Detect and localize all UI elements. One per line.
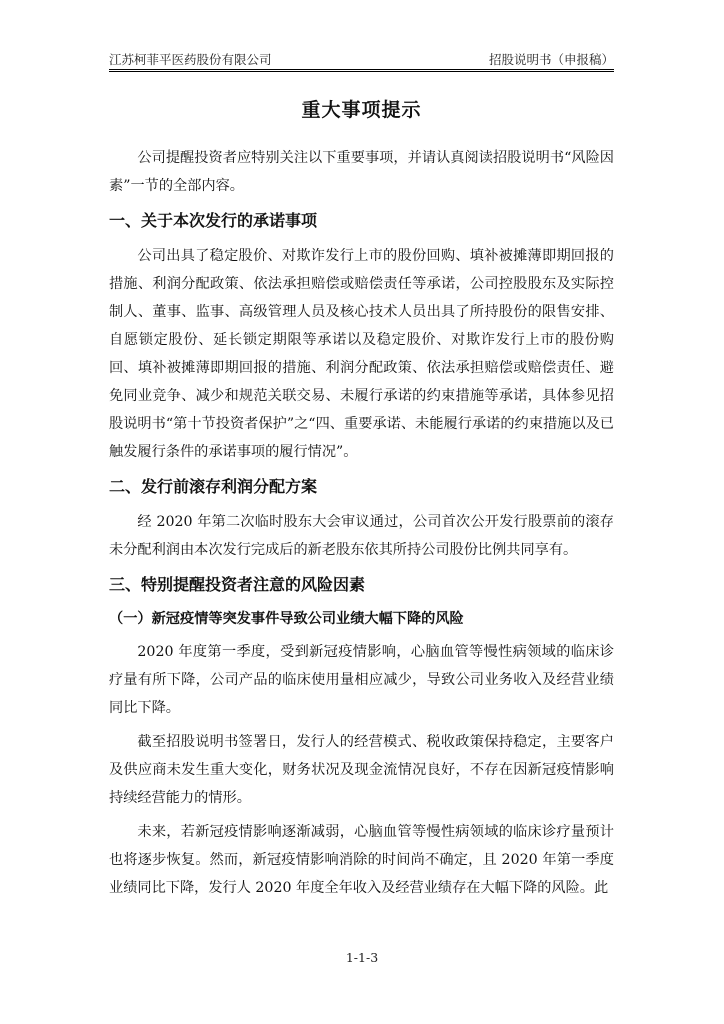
section3-subheading: （一）新冠疫情等突发事件导致公司业绩大幅下降的风险 [109, 611, 464, 627]
header-company-name: 江苏柯菲平医药股份有限公司 [109, 52, 272, 67]
page-header [109, 50, 614, 70]
page-number: 1-1-3 [345, 950, 379, 965]
page-title: 重大事项提示 [301, 99, 422, 121]
section3-heading: 三、特别提醒投资者注意的风险因素 [109, 575, 366, 594]
section2-heading: 二、发行前滚存利润分配方案 [109, 477, 318, 496]
section3-paragraph-3: 未来，若新冠疫情影响逐渐减弱，心脑血管等慢性病领域的临床诊疗量预计也将逐步恢复。然而，新冠疫情影响消除的时间尚不确定，且 2020 年第一季度业绩同比下降，发行人 2020 年度全年收入及经营业绩存在大幅下降的风险。此 [109, 824, 614, 896]
section1-heading: 一、关于本次发行的承诺事项 [109, 211, 318, 230]
section2-paragraph: 经 2020 年第二次临时股东大会审议通过，公司首次公开发行股票前的滚存未分配利润由本次发行完成后的新老股东依其所持公司股份比例共同享有。 [109, 514, 614, 558]
intro-paragraph: 公司提醒投资者应特别关注以下重要事项，并请认真阅读招股说明书“风险因素”一节的全部内容。 [109, 150, 614, 194]
page-content [109, 95, 614, 902]
header-rule-secondary [109, 71, 614, 72]
header-rule [109, 69, 614, 70]
header-document-name: 招股说明书（申报稿） [488, 52, 614, 67]
section1-paragraph: 公司出具了稳定股价、对欺诈发行上市的股份回购、填补被摊薄即期回报的措施、利润分配政策、依法承担赔偿或赔偿责任等承诺，公司控股股东及实际控制人、董事、监事、高级管理人员及核心技术人员出具了所持股份的限售安排、自愿锁定股份、延长锁定期限等承诺以及稳定股价、对欺诈发行上市的股份购回、填补被摊薄即期回报的措施、利润分配政策、依法承担赔偿或赔偿责任、避免同业竞争、减少和规范关联交易、未履行承诺的约束措施等承诺，具体参见招股说明书“第十节投资者保护”之“四、重要承诺、未能履行承诺的约束措施以及已触发履行条件的承诺事项的履行情况”。 [109, 248, 614, 460]
section3-paragraph-1: 2020 年度第一季度，受到新冠疫情影响，心脑血管等慢性病领域的临床诊疗量有所下降，公司产品的临床使用量相应减少，导致公司业务收入及经营业绩同比下降。 [109, 644, 614, 716]
section3-paragraph-2: 截至招股说明书签署日，发行人的经营模式、税收政策保持稳定，主要客户及供应商未发生重大变化，财务状况及现金流情况良好，不存在因新冠疫情影响持续经营能力的情形。 [109, 734, 614, 806]
